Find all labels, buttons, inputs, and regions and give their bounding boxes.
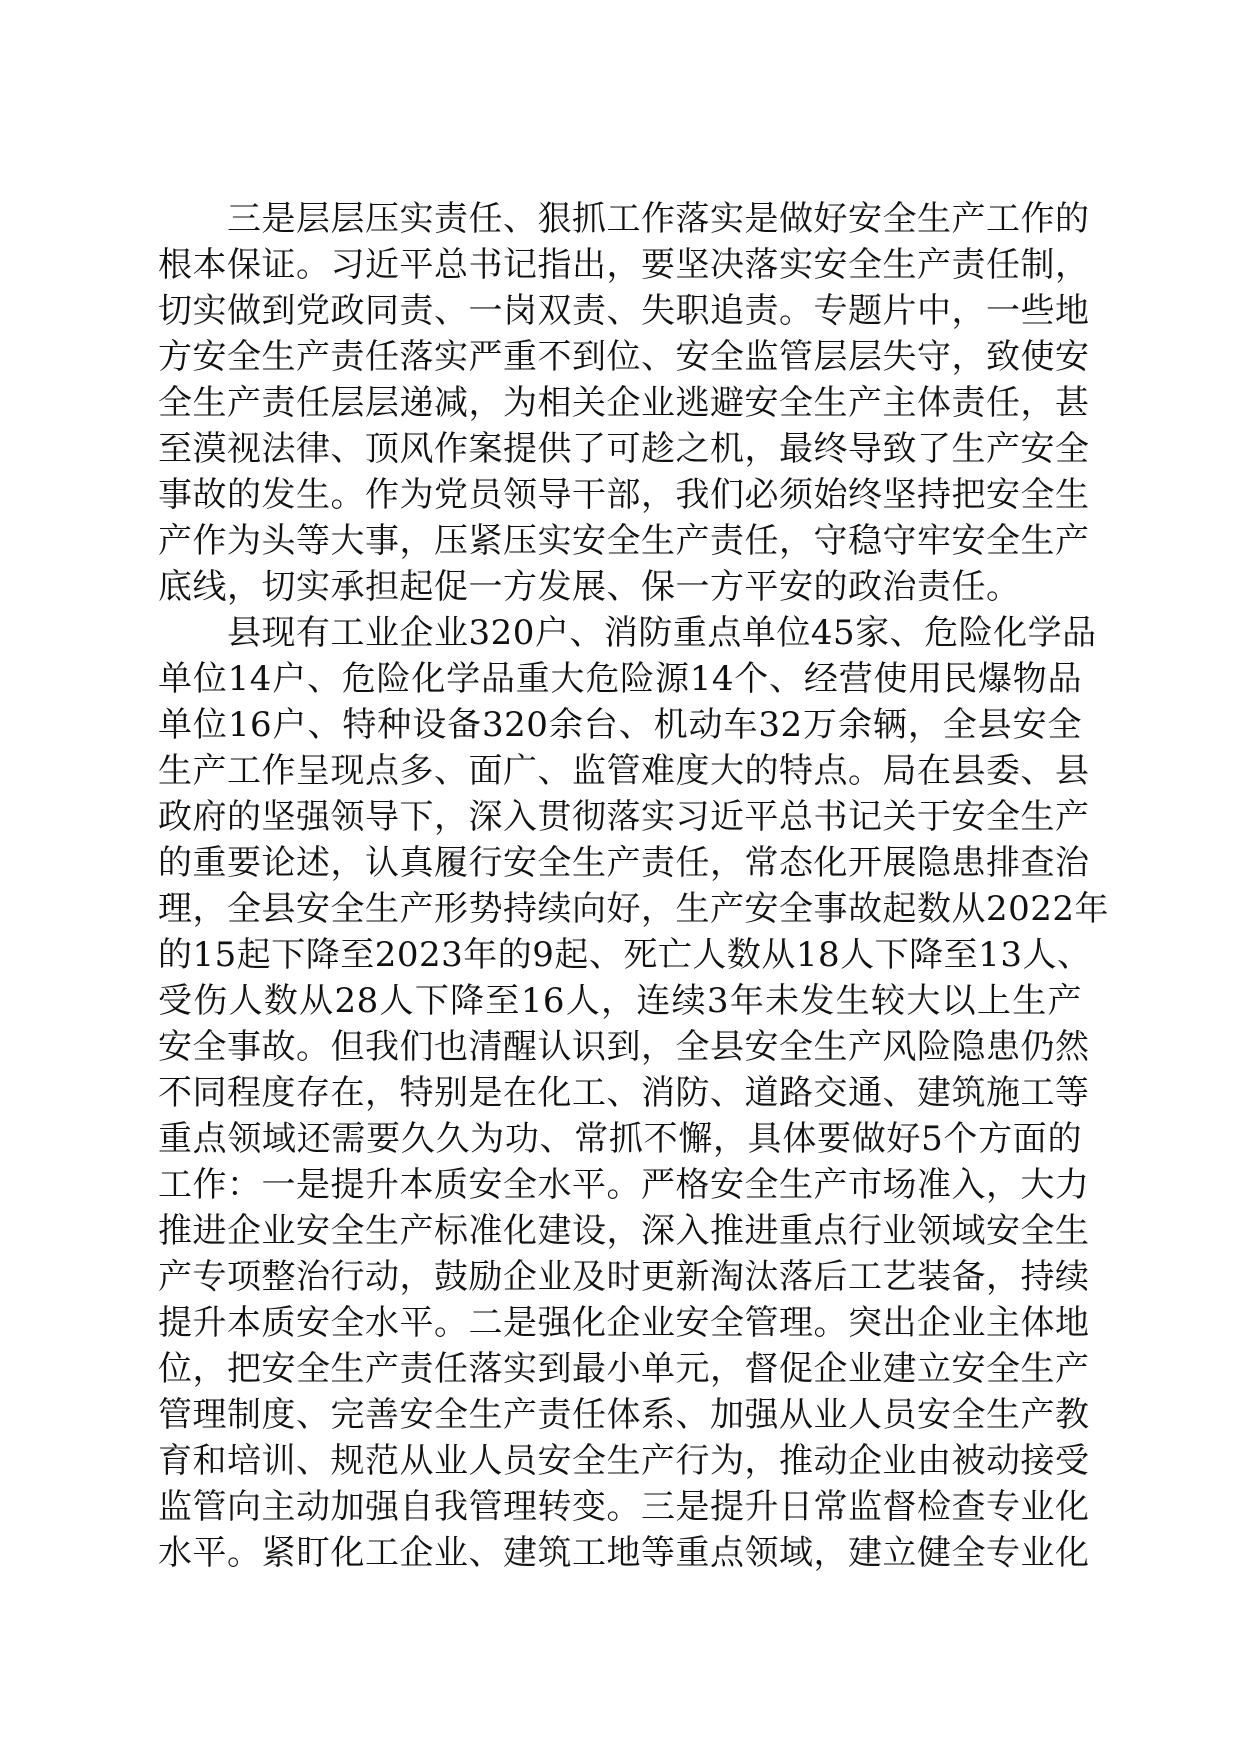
text-line: 县现有工业企业320户、消防重点单位45家、危险化学品 <box>158 613 1097 653</box>
text-line: 理，全县安全生产形势持续向好，生产安全事故起数从2022年 <box>158 889 1110 929</box>
text-line: 产专项整治行动，鼓励企业及时更新淘汰落后工艺装备，持续 <box>158 1257 1090 1297</box>
paragraph-county-status <box>158 610 1110 1576</box>
text-line: 水平。紧盯化工企业、建筑工地等重点领域，建立健全专业化 <box>158 1533 1090 1573</box>
text-line: 工作：一是提升本质安全水平。严格安全生产市场准入，大力 <box>158 1165 1090 1205</box>
text-line: 监管向主动加强自我管理转变。三是提升日常监督检查专业化 <box>158 1487 1090 1527</box>
text-line: 不同程度存在，特别是在化工、消防、道路交通、建筑施工等 <box>158 1073 1090 1113</box>
text-line: 育和培训、规范从业人员安全生产行为，推动企业由被动接受 <box>158 1441 1090 1481</box>
text-line: 三是层层压实责任、狠抓工作落实是做好安全生产工作的 <box>158 199 1090 239</box>
text-line: 政府的坚强领导下，深入贯彻落实习近平总书记关于安全生产 <box>158 797 1090 837</box>
text-line: 切实做到党政同责、一岗双责、失职追责。专题片中，一些地 <box>158 291 1090 331</box>
text-line: 推进企业安全生产标准化建设，深入推进重点行业领域安全生 <box>158 1211 1090 1251</box>
text-line: 产作为头等大事，压紧压实安全生产责任，守稳守牢安全生产 <box>158 521 1090 561</box>
body-text <box>158 196 1110 1576</box>
text-line: 安全事故。但我们也清醒认识到，全县安全生产风险隐患仍然 <box>158 1027 1090 1067</box>
paragraph-responsibility <box>158 196 1090 610</box>
text-line: 根本保证。习近平总书记指出，要坚决落实安全生产责任制， <box>158 245 1090 285</box>
text-line: 重点领域还需要久久为功、常抓不懈，具体要做好5个方面的 <box>158 1119 1082 1159</box>
text-line: 的重要论述，认真履行安全生产责任，常态化开展隐患排查治 <box>158 843 1090 883</box>
text-line: 提升本质安全水平。二是强化企业安全管理。突出企业主体地 <box>158 1303 1090 1343</box>
text-line: 方安全生产责任落实严重不到位、安全监管层层失守，致使安 <box>158 337 1090 377</box>
text-line: 受伤人数从28人下降至16人，连续3年未发生较大以上生产 <box>158 981 1082 1021</box>
text-line: 管理制度、完善安全生产责任体系、加强从业人员安全生产教 <box>158 1395 1090 1435</box>
text-line: 生产工作呈现点多、面广、监管难度大的特点。局在县委、县 <box>158 751 1090 791</box>
text-line: 全生产责任层层递减，为相关企业逃避安全生产主体责任，甚 <box>158 383 1090 423</box>
text-line: 至漠视法律、顶风作案提供了可趁之机，最终导致了生产安全 <box>158 429 1090 469</box>
text-line: 位，把安全生产责任落实到最小单元，督促企业建立安全生产 <box>158 1349 1090 1389</box>
text-line: 的15起下降至2023年的9起、死亡人数从18人下降至13人、 <box>158 935 1092 975</box>
text-line: 底线，切实承担起促一方发展、保一方平安的政治责任。 <box>158 567 1021 607</box>
text-line: 单位16户、特种设备320余台、机动车32万余辆，全县安全 <box>158 705 1082 745</box>
text-line: 事故的发生。作为党员领导干部，我们必须始终坚持把安全生 <box>158 475 1090 515</box>
text-line: 单位14户、危险化学品重大危险源14个、经营使用民爆物品 <box>158 659 1082 699</box>
